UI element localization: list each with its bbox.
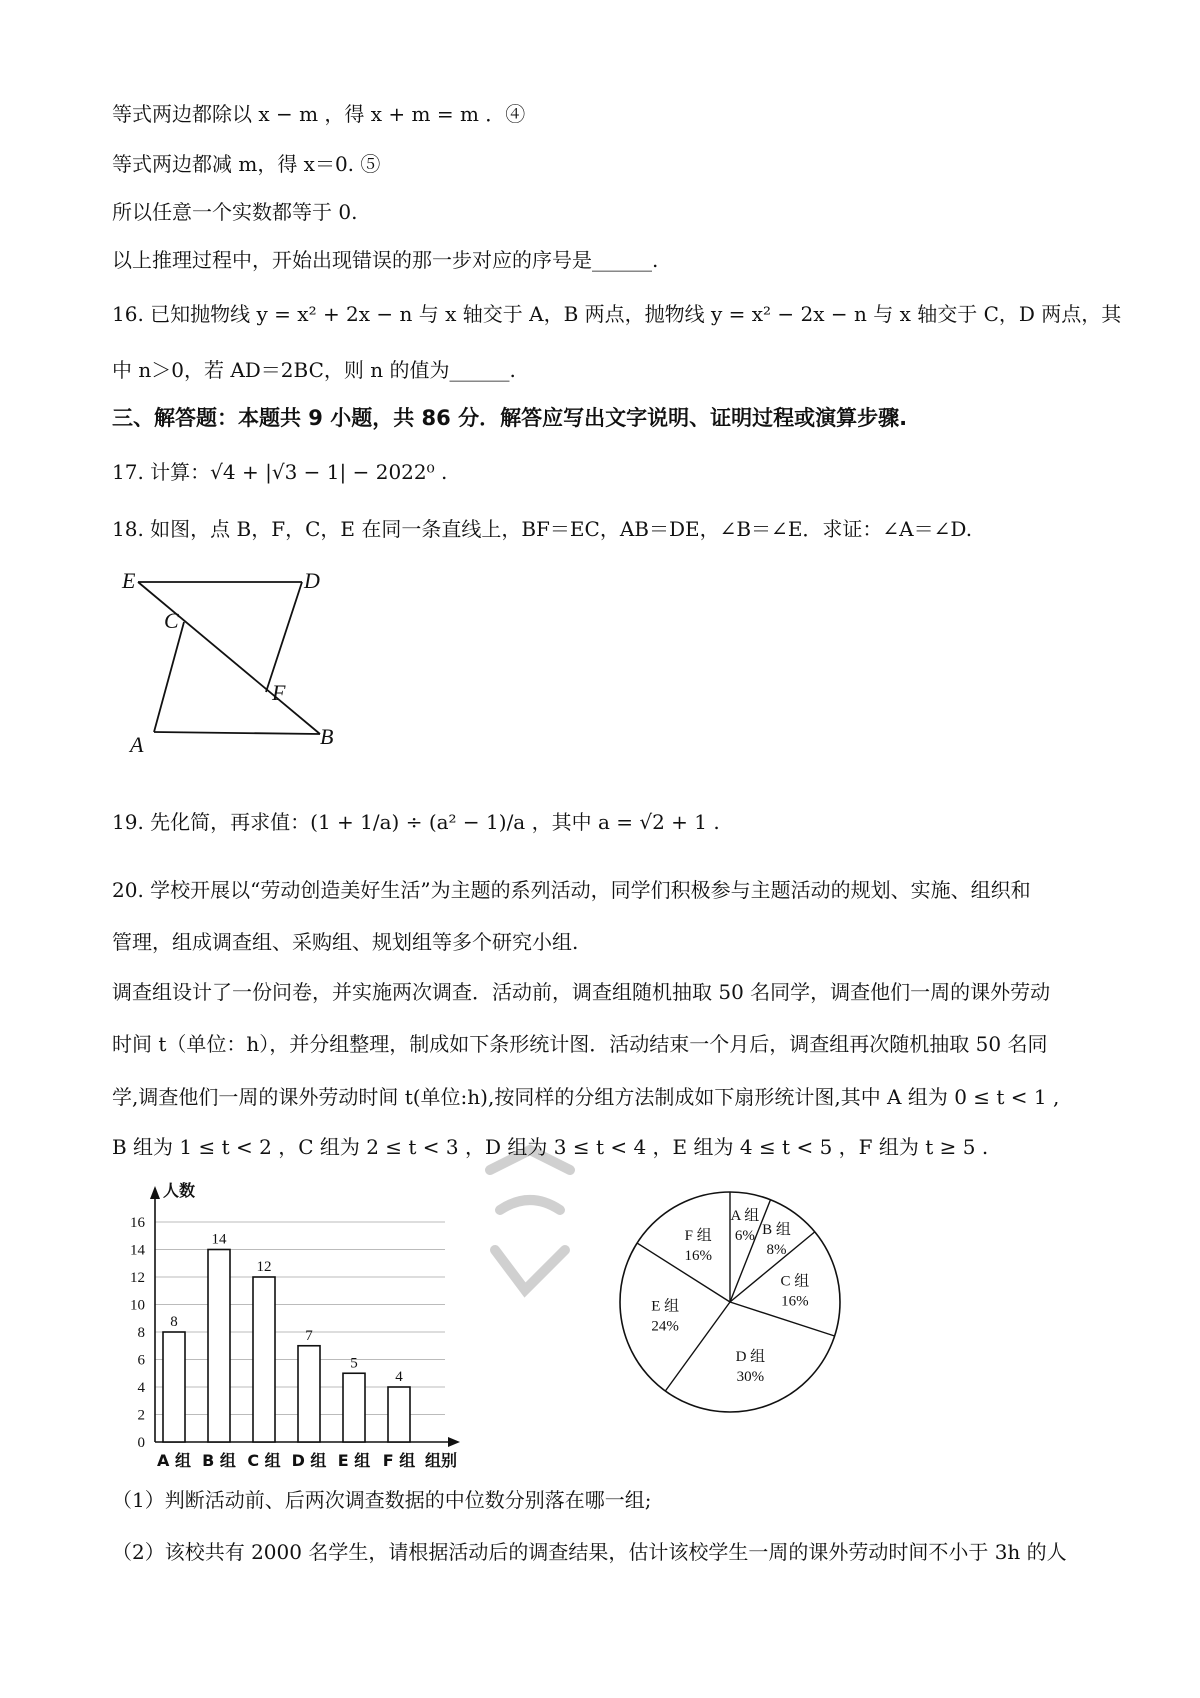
y-tick-label: 4 xyxy=(137,1380,145,1396)
x-axis-arrow-icon xyxy=(448,1437,460,1447)
pie-slice-percent: 30% xyxy=(736,1368,765,1385)
bar-value-label: 14 xyxy=(211,1231,227,1248)
bar-value-label: 5 xyxy=(350,1355,358,1372)
bar-value-label: 7 xyxy=(305,1327,313,1344)
pie-slice-percent: 16% xyxy=(684,1248,712,1265)
pie-slice-name: A 组 xyxy=(730,1208,760,1225)
text-line-l16: B 组为 1 ≤ t < 2 ，C 组为 2 ≤ t < 3 ，D 组为 3 ≤ t < 4 ，E 组为 4 ≤ t < 5 ，F 组为 t ≥ 5 . xyxy=(112,1135,989,1159)
pie-slice-percent: 24% xyxy=(651,1318,679,1335)
category-label: A 组 xyxy=(157,1451,191,1470)
pie-chart xyxy=(600,1172,860,1432)
category-label: C 组 xyxy=(247,1451,281,1470)
bar-3 xyxy=(253,1277,275,1442)
bar-6 xyxy=(388,1387,410,1442)
watermark-icon xyxy=(470,1140,590,1310)
text-line-l11: 20. 学校开展以“劳动创造美好生活”为主题的系列活动，同学们积极参与主题活动的规划、实施、组织和 xyxy=(112,878,1031,902)
x-axis-label: 组别 xyxy=(425,1451,458,1470)
text-line-l4: 以上推理过程中，开始出现错误的那一步对应的序号是______. xyxy=(112,248,659,272)
text-line-l2: 等式两边都减 m，得 x＝0. ⑤ xyxy=(112,152,381,176)
text-line-l17: （1）判断活动前、后两次调查数据的中位数分别落在哪一组; xyxy=(112,1488,652,1512)
label-C: C xyxy=(164,608,179,633)
pie-slice-percent: 16% xyxy=(781,1293,809,1310)
pie-slice-name: F 组 xyxy=(684,1228,712,1245)
bar-2 xyxy=(208,1250,230,1443)
y-tick-label: 16 xyxy=(130,1215,145,1231)
text-line-l12: 管理，组成调查组、采购组、规划组等多个研究小组. xyxy=(112,930,579,954)
y-tick-label: 10 xyxy=(130,1297,145,1314)
y-tick-label: 8 xyxy=(137,1325,145,1341)
label-B: B xyxy=(320,724,334,749)
y-tick-label: 2 xyxy=(137,1407,145,1424)
y-tick-label: 6 xyxy=(137,1352,145,1369)
pie-slice-name: E 组 xyxy=(651,1298,680,1315)
y-tick-label: 12 xyxy=(130,1270,145,1286)
text-line-l7: 三、解答题：本题共 9 小题，共 86 分．解答应写出文字说明、证明过程或演算步骤. xyxy=(112,406,908,430)
category-label: F 组 xyxy=(382,1451,416,1470)
text-line-l9: 18. 如图，点 B，F，C，E 在同一条直线上，BF＝EC，AB＝DE，∠B＝∠E．求证：∠A＝∠D. xyxy=(112,517,973,541)
pie-slice-name: D 组 xyxy=(735,1348,766,1365)
text-line-l6: 中 n＞0，若 AD＝2BC，则 n 的值为______. xyxy=(112,358,516,382)
text-line-l8: 17. 计算：√4 + |√3 − 1| − 2022⁰ . xyxy=(112,460,448,484)
text-line-l10: 19. 先化简，再求值：(1 + 1/a) ÷ (a² − 1)/a ，其中 a = √2 + 1 . xyxy=(112,810,720,834)
bar-4 xyxy=(298,1346,320,1442)
y-tick-label: 0 xyxy=(137,1435,145,1451)
bar-1 xyxy=(163,1332,185,1442)
pie-slice-percent: 8% xyxy=(766,1241,787,1258)
label-A: A xyxy=(130,732,144,757)
pie-slice-name: B 组 xyxy=(762,1221,791,1238)
segment-AB xyxy=(154,732,320,734)
category-label: E 组 xyxy=(337,1451,371,1470)
label-E: E xyxy=(122,568,136,593)
bar-chart xyxy=(100,1172,500,1472)
bar-value-label: 4 xyxy=(395,1369,403,1385)
triangle-figure xyxy=(112,560,352,760)
bar-value-label: 12 xyxy=(256,1259,272,1275)
bar-value-label: 8 xyxy=(170,1314,178,1330)
category-label: D 组 xyxy=(291,1451,327,1470)
segment-EB xyxy=(138,582,320,734)
category-label: B 组 xyxy=(202,1451,236,1470)
pie-slice-percent: 6% xyxy=(734,1228,755,1245)
text-line-l15: 学,调查他们一周的课外劳动时间 t(单位:h),按同样的分组方法制成如下扇形统计图,其中 A 组为 0 ≤ t < 1 , xyxy=(112,1085,1060,1109)
text-line-l1: 等式两边都除以 x − m ，得 x + m = m ．④ xyxy=(112,102,526,126)
pie-slice-name: C 组 xyxy=(780,1273,810,1290)
y-axis-arrow-icon xyxy=(150,1186,160,1199)
text-line-l5: 16. 已知抛物线 y = x² + 2x − n 与 x 轴交于 A，B 两点，抛物线 y = x² − 2x − n 与 x 轴交于 C，D 两点，其 xyxy=(112,302,1122,326)
y-axis-label: 人数 xyxy=(163,1181,196,1200)
text-line-l13: 调查组设计了一份问卷，并实施两次调查．活动前，调查组随机抽取 50 名同学，调查他们一周的课外劳动 xyxy=(112,980,1051,1004)
text-line-l3: 所以任意一个实数都等于 0. xyxy=(112,200,358,224)
y-tick-label: 14 xyxy=(130,1242,145,1259)
label-D: D xyxy=(304,568,320,593)
segment-DF xyxy=(266,582,302,692)
text-line-l18: （2）该校共有 2000 名学生，请根据活动后的调查结果，估计该校学生一周的课外劳动时间不小于 3h 的人 xyxy=(112,1540,1067,1564)
bar-5 xyxy=(343,1373,365,1442)
text-line-l14: 时间 t（单位：h），并分组整理，制成如下条形统计图．活动结束一个月后，调查组再次随机抽取 50 名同 xyxy=(112,1032,1048,1056)
label-F: F xyxy=(272,680,286,705)
segment-CA xyxy=(154,622,184,732)
